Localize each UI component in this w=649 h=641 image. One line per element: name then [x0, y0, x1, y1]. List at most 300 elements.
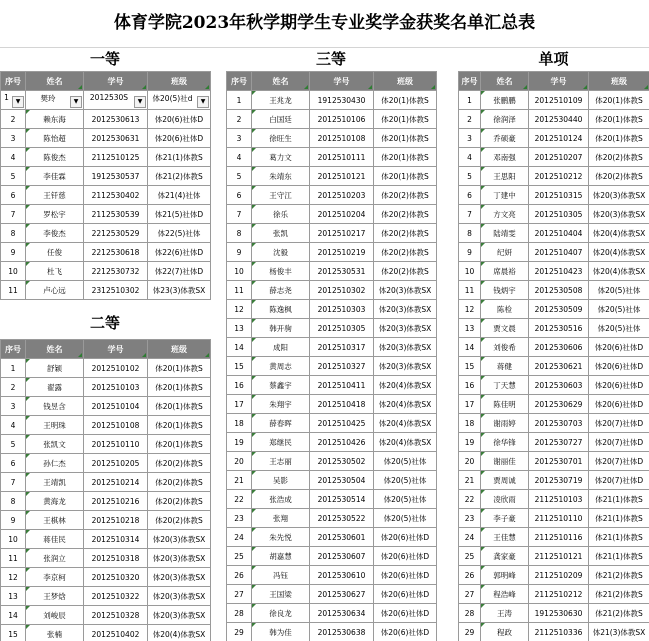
- cell-seq[interactable]: 19: [459, 433, 481, 452]
- cell-seq[interactable]: 15: [1, 625, 26, 641]
- cell-seq[interactable]: 29: [227, 623, 252, 641]
- cell-seq[interactable]: 18: [227, 414, 252, 433]
- cell-name[interactable]: 韩为佳: [252, 623, 310, 641]
- cell-seq[interactable]: 3: [1, 397, 26, 416]
- cell-id[interactable]: 2012510328: [84, 606, 148, 625]
- cell-name[interactable]: 胡嘉慧: [252, 547, 310, 566]
- cell-seq[interactable]: 23: [459, 509, 481, 528]
- cell-id[interactable]: 2012530440: [529, 110, 589, 129]
- cell-class[interactable]: 体20(3)体教SX: [374, 319, 437, 338]
- cell-name[interactable]: 徐良龙: [252, 604, 310, 623]
- cell-class[interactable]: 体21(2)体教S: [148, 167, 211, 186]
- cell-seq[interactable]: 20: [227, 452, 252, 471]
- cell-id[interactable]: 2212530732: [84, 262, 148, 281]
- cell-id[interactable]: 2012530508: [529, 281, 589, 300]
- cell-id[interactable]: 2012510205: [84, 454, 148, 473]
- cell-name[interactable]: 王守江: [252, 186, 310, 205]
- cell-seq[interactable]: 1: [227, 91, 252, 110]
- cell-id[interactable]: 2312510302: [84, 281, 148, 300]
- cell-seq[interactable]: 1: [1, 359, 26, 378]
- cell-name[interactable]: 王佳慧: [481, 528, 529, 547]
- cell-name[interactable]: 吴影: [252, 471, 310, 490]
- cell-name[interactable]: 丁建中: [481, 186, 529, 205]
- cell-seq[interactable]: 15: [459, 357, 481, 376]
- cell-seq[interactable]: 12: [459, 300, 481, 319]
- cell-id[interactable]: 2012530502: [310, 452, 374, 471]
- cell-name[interactable]: 张浩成: [252, 490, 310, 509]
- cell-class[interactable]: 体21(2)体教S: [589, 566, 649, 585]
- cell-name[interactable]: 蒋佳民: [26, 530, 84, 549]
- cell-class[interactable]: 体20(6)社体D: [374, 547, 437, 566]
- cell-class[interactable]: 体20(2)体教S: [148, 511, 211, 530]
- cell-name[interactable]: 朱翔宇: [252, 395, 310, 414]
- cell-name[interactable]: 王涛: [481, 604, 529, 623]
- cell-class[interactable]: 体20(5)社体: [374, 452, 437, 471]
- cell-name[interactable]: 王志丽: [252, 452, 310, 471]
- cell-name[interactable]: 丁天慧: [481, 376, 529, 395]
- cell-seq[interactable]: 3: [227, 129, 252, 148]
- cell-seq[interactable]: 2: [1, 110, 26, 129]
- filter-dropdown-icon[interactable]: ▼: [134, 96, 146, 108]
- cell-id[interactable]: 2012510303: [310, 300, 374, 319]
- cell-seq[interactable]: 16: [227, 376, 252, 395]
- cell-seq[interactable]: 8: [1, 224, 26, 243]
- cell-id[interactable]: 2012510204: [310, 205, 374, 224]
- cell-seq[interactable]: 15: [227, 357, 252, 376]
- cell-id[interactable]: 2012510103: [84, 378, 148, 397]
- cell-name[interactable]: 卢心远: [26, 281, 84, 300]
- cell-class[interactable]: 体20(6)社体D: [374, 528, 437, 547]
- cell-class[interactable]: 体20(6)社体D: [148, 129, 211, 148]
- cell-name[interactable]: 陈怡超: [26, 129, 84, 148]
- cell-id[interactable]: 2012510121: [310, 167, 374, 186]
- cell-name[interactable]: 白国廷: [252, 110, 310, 129]
- cell-id[interactable]: 2012530634: [310, 604, 374, 623]
- cell-name[interactable]: 龚家豪: [481, 547, 529, 566]
- cell-seq[interactable]: 19: [227, 433, 252, 452]
- cell-seq[interactable]: 5: [1, 167, 26, 186]
- cell-class[interactable]: 体20(3)体教SX: [148, 530, 211, 549]
- cell-id[interactable]: 2012530603: [529, 376, 589, 395]
- cell-class[interactable]: 体20(1)体教S: [589, 110, 649, 129]
- cell-class[interactable]: 体20(5)社体: [374, 471, 437, 490]
- cell-seq[interactable]: 26: [459, 566, 481, 585]
- cell-class[interactable]: 体22(6)社体D: [148, 243, 211, 262]
- cell-class[interactable]: 体21(1)体教S: [589, 490, 649, 509]
- cell-class[interactable]: 体20(3)体教SX: [374, 281, 437, 300]
- cell-seq[interactable]: 13: [1, 587, 26, 606]
- cell-name[interactable]: 乔硕豪: [481, 129, 529, 148]
- cell-id[interactable]: 1912530537: [84, 167, 148, 186]
- cell-name[interactable]: 钱昱含: [26, 397, 84, 416]
- cell-seq[interactable]: 10: [1, 262, 26, 281]
- filter-dropdown-icon[interactable]: ▼: [197, 96, 209, 108]
- cell-seq[interactable]: 9: [227, 243, 252, 262]
- cell-id[interactable]: 2112530539: [84, 205, 148, 224]
- cell-class[interactable]: 体21(5)社体D: [148, 205, 211, 224]
- cell-name[interactable]: 钱炳宇: [481, 281, 529, 300]
- cell-name[interactable]: 张楠: [26, 625, 84, 641]
- cell-id[interactable]: 2012510212: [529, 167, 589, 186]
- cell-class[interactable]: 体20(7)社体D: [589, 471, 649, 490]
- cell-class[interactable]: 体20(6)社体D: [148, 110, 211, 129]
- cell-id[interactable]: 2012510320: [84, 568, 148, 587]
- cell-class[interactable]: 体20(2)体教S: [374, 262, 437, 281]
- cell-id[interactable]: 2012510315: [529, 186, 589, 205]
- cell-class[interactable]: 体20(5)社体: [589, 319, 649, 338]
- cell-seq[interactable]: 10: [459, 262, 481, 281]
- cell-name[interactable]: 成阳: [252, 338, 310, 357]
- cell-class[interactable]: 体22(7)社体D: [148, 262, 211, 281]
- cell-id[interactable]: 2012510219: [310, 243, 374, 262]
- cell-id[interactable]: 2012530610: [310, 566, 374, 585]
- cell-name[interactable]: 郑继民: [252, 433, 310, 452]
- cell-seq[interactable]: 8: [459, 224, 481, 243]
- cell-id[interactable]: 2012510110: [84, 435, 148, 454]
- cell-name[interactable]: 程政: [481, 623, 529, 641]
- cell-class[interactable]: 体20(1)体教S: [589, 129, 649, 148]
- cell-id[interactable]: 1912530630: [529, 604, 589, 623]
- cell-id[interactable]: 2012510305: [310, 319, 374, 338]
- cell-class[interactable]: 体20(5)社体: [374, 509, 437, 528]
- cell-seq[interactable]: 11: [1, 281, 26, 300]
- cell-seq[interactable]: 25: [459, 547, 481, 566]
- cell-seq[interactable]: 13: [227, 319, 252, 338]
- cell-class[interactable]: 体20(1)体教S: [148, 378, 211, 397]
- cell-seq[interactable]: 14: [1, 606, 26, 625]
- cell-class[interactable]: 体20(6)社体D: [374, 585, 437, 604]
- cell-name[interactable]: 王钎慈: [26, 186, 84, 205]
- cell-id[interactable]: 2012510318: [84, 549, 148, 568]
- cell-name[interactable]: 王兆龙: [252, 91, 310, 110]
- cell-class[interactable]: 体20(2)体教S: [374, 224, 437, 243]
- cell-class[interactable]: 体20(2)体教S: [374, 205, 437, 224]
- cell-id[interactable]: 2012510305: [529, 205, 589, 224]
- cell-name[interactable]: 徐华锋: [481, 433, 529, 452]
- cell-id[interactable]: 2112510209: [529, 566, 589, 585]
- cell-seq[interactable]: 28: [227, 604, 252, 623]
- cell-name[interactable]: 郭明峰: [481, 566, 529, 585]
- cell-seq[interactable]: 20: [459, 452, 481, 471]
- cell-name[interactable]: 翟露: [26, 378, 84, 397]
- cell-name[interactable]: 谢雨婷: [481, 414, 529, 433]
- cell-name[interactable]: 徐乐: [252, 205, 310, 224]
- cell-class[interactable]: 体22(5)社体: [148, 224, 211, 243]
- cell-class[interactable]: 体20(7)社体D: [589, 452, 649, 471]
- cell-id[interactable]: 2012530719: [529, 471, 589, 490]
- cell-id[interactable]: 2012530629: [529, 395, 589, 414]
- cell-class[interactable]: 体20(4)体教SX: [589, 224, 649, 243]
- cell-id[interactable]: 2012510425: [310, 414, 374, 433]
- cell-class[interactable]: 体20(5)社体: [589, 281, 649, 300]
- cell-name[interactable]: 黄海龙: [26, 492, 84, 511]
- cell-name[interactable]: 席晨裕: [481, 262, 529, 281]
- cell-name[interactable]: 杨俊丰: [252, 262, 310, 281]
- cell-id[interactable]: 2012510317: [310, 338, 374, 357]
- cell-class[interactable]: 体20(1)体教S: [374, 167, 437, 186]
- cell-seq[interactable]: 7: [1, 205, 26, 224]
- cell-class[interactable]: 体20(6)社体D: [374, 604, 437, 623]
- cell-name[interactable]: 罗松宇: [26, 205, 84, 224]
- cell-seq[interactable]: 2: [459, 110, 481, 129]
- cell-name[interactable]: 任俊: [26, 243, 84, 262]
- cell-seq[interactable]: 21: [227, 471, 252, 490]
- cell-name[interactable]: 贾文晨: [481, 319, 529, 338]
- cell-id[interactable]: 2012510407: [529, 243, 589, 262]
- cell-seq[interactable]: 6: [227, 186, 252, 205]
- cell-seq[interactable]: 11: [459, 281, 481, 300]
- cell-class[interactable]: 体20(3)体教SX: [148, 549, 211, 568]
- cell-seq[interactable]: 12: [1, 568, 26, 587]
- cell-class[interactable]: 体20(2)体教S: [589, 148, 649, 167]
- cell-class[interactable]: 体20(4)体教SX: [374, 433, 437, 452]
- cell-name[interactable]: 凌欣雨: [481, 490, 529, 509]
- cell-class[interactable]: 体20(2)体教S: [148, 473, 211, 492]
- cell-name[interactable]: 陆靖雯: [481, 224, 529, 243]
- cell-id[interactable]: 2012510322: [84, 587, 148, 606]
- cell-seq[interactable]: 9: [1, 511, 26, 530]
- cell-seq[interactable]: 11: [227, 281, 252, 300]
- cell-class[interactable]: 体21(2)体教S: [589, 585, 649, 604]
- cell-seq[interactable]: 18: [459, 414, 481, 433]
- filter-cell-id[interactable]: [84, 91, 148, 110]
- cell-class[interactable]: 体20(2)体教S: [148, 454, 211, 473]
- cell-class[interactable]: 体20(1)体教S: [374, 110, 437, 129]
- cell-name[interactable]: 赖东海: [26, 110, 84, 129]
- cell-name[interactable]: 邓南强: [481, 148, 529, 167]
- cell-seq[interactable]: 28: [459, 604, 481, 623]
- cell-name[interactable]: 徐润泽: [481, 110, 529, 129]
- cell-class[interactable]: 体20(2)体教S: [589, 167, 649, 186]
- cell-name[interactable]: 葛力文: [252, 148, 310, 167]
- cell-seq[interactable]: 2: [1, 378, 26, 397]
- cell-class[interactable]: 体20(3)体教SX: [148, 568, 211, 587]
- cell-class[interactable]: 体20(4)体教SX: [374, 376, 437, 395]
- cell-id[interactable]: 2012510426: [310, 433, 374, 452]
- cell-seq[interactable]: 6: [1, 454, 26, 473]
- cell-seq[interactable]: 4: [1, 148, 26, 167]
- cell-class[interactable]: 体20(1)体教S: [148, 397, 211, 416]
- cell-class[interactable]: 体20(4)体教SX: [374, 395, 437, 414]
- cell-seq[interactable]: 17: [459, 395, 481, 414]
- cell-name[interactable]: 蔡鑫宇: [252, 376, 310, 395]
- cell-id[interactable]: 2012510124: [529, 129, 589, 148]
- cell-name[interactable]: 薛春晖: [252, 414, 310, 433]
- cell-seq[interactable]: 27: [459, 585, 481, 604]
- cell-name[interactable]: 舒颖: [26, 359, 84, 378]
- cell-name[interactable]: 李佳霖: [26, 167, 84, 186]
- cell-name[interactable]: 张凯: [252, 224, 310, 243]
- cell-class[interactable]: 体21(1)体教S: [148, 148, 211, 167]
- cell-seq[interactable]: 5: [227, 167, 252, 186]
- cell-name[interactable]: 王棋林: [26, 511, 84, 530]
- cell-id[interactable]: 2012530638: [310, 623, 374, 641]
- cell-id[interactable]: 2012510302: [310, 281, 374, 300]
- cell-class[interactable]: 体23(3)体教SX: [148, 281, 211, 300]
- cell-id[interactable]: 2012530514: [310, 490, 374, 509]
- cell-name[interactable]: 孙仁杰: [26, 454, 84, 473]
- cell-seq[interactable]: 5: [1, 435, 26, 454]
- cell-class[interactable]: 体20(6)社体D: [374, 623, 437, 641]
- cell-id[interactable]: 2012530516: [529, 319, 589, 338]
- cell-class[interactable]: 体20(7)社体D: [589, 414, 649, 433]
- cell-id[interactable]: 2012510327: [310, 357, 374, 376]
- cell-id[interactable]: 2012530509: [529, 300, 589, 319]
- filter-dropdown-icon[interactable]: ▼: [12, 96, 24, 108]
- cell-seq[interactable]: 4: [459, 148, 481, 167]
- cell-class[interactable]: 体20(2)体教S: [148, 492, 211, 511]
- cell-class[interactable]: 体20(1)体教S: [148, 435, 211, 454]
- cell-class[interactable]: 体20(4)体教SX: [589, 243, 649, 262]
- cell-id[interactable]: 2112510336: [529, 623, 589, 641]
- cell-name[interactable]: 王梦焓: [26, 587, 84, 606]
- cell-class[interactable]: 体20(3)体教SX: [374, 338, 437, 357]
- cell-seq[interactable]: 8: [227, 224, 252, 243]
- cell-name[interactable]: 贾周诚: [481, 471, 529, 490]
- cell-class[interactable]: 体20(3)体教SX: [589, 186, 649, 205]
- cell-seq[interactable]: 21: [459, 471, 481, 490]
- cell-name[interactable]: 李俊杰: [26, 224, 84, 243]
- cell-seq[interactable]: 24: [227, 528, 252, 547]
- cell-name[interactable]: 陈逸枫: [252, 300, 310, 319]
- cell-class[interactable]: 体21(1)体教S: [589, 528, 649, 547]
- cell-seq[interactable]: 8: [1, 492, 26, 511]
- cell-name[interactable]: 张润立: [26, 549, 84, 568]
- cell-seq[interactable]: 26: [227, 566, 252, 585]
- cell-id[interactable]: 2012530627: [310, 585, 374, 604]
- filter-dropdown-icon[interactable]: ▼: [70, 96, 82, 108]
- cell-name[interactable]: 刘峻辰: [26, 606, 84, 625]
- cell-class[interactable]: 体20(4)体教SX: [589, 262, 649, 281]
- cell-id[interactable]: 2012530613: [84, 110, 148, 129]
- cell-id[interactable]: 2012510404: [529, 224, 589, 243]
- cell-seq[interactable]: 3: [459, 129, 481, 148]
- filter-cell-seq[interactable]: [1, 91, 26, 110]
- cell-name[interactable]: 韩开驹: [252, 319, 310, 338]
- cell-seq[interactable]: 7: [459, 205, 481, 224]
- cell-seq[interactable]: 3: [1, 129, 26, 148]
- cell-name[interactable]: 蒋健: [481, 357, 529, 376]
- cell-name[interactable]: 纪妍: [481, 243, 529, 262]
- cell-seq[interactable]: 9: [1, 243, 26, 262]
- cell-seq[interactable]: 7: [1, 473, 26, 492]
- cell-seq[interactable]: 11: [1, 549, 26, 568]
- cell-class[interactable]: 体20(2)体教S: [374, 243, 437, 262]
- cell-id[interactable]: 2012530607: [310, 547, 374, 566]
- cell-id[interactable]: 2012510402: [84, 625, 148, 641]
- cell-name[interactable]: 张翔: [252, 509, 310, 528]
- cell-id[interactable]: 2112510110: [529, 509, 589, 528]
- cell-name[interactable]: 李子豪: [481, 509, 529, 528]
- cell-class[interactable]: 体20(5)社体: [374, 490, 437, 509]
- cell-name[interactable]: 陈佳明: [481, 395, 529, 414]
- cell-name[interactable]: 李京柯: [26, 568, 84, 587]
- cell-name[interactable]: 张鹏鹏: [481, 91, 529, 110]
- cell-seq[interactable]: 22: [227, 490, 252, 509]
- cell-name[interactable]: 谢丽佳: [481, 452, 529, 471]
- cell-id[interactable]: 2012530601: [310, 528, 374, 547]
- cell-seq[interactable]: 14: [459, 338, 481, 357]
- cell-id[interactable]: 2112510121: [529, 547, 589, 566]
- cell-class[interactable]: 体20(6)社体D: [589, 357, 649, 376]
- cell-seq[interactable]: 22: [459, 490, 481, 509]
- cell-name[interactable]: 薛志尧: [252, 281, 310, 300]
- cell-class[interactable]: 体21(1)体教S: [589, 547, 649, 566]
- cell-id[interactable]: 2012530621: [529, 357, 589, 376]
- cell-id[interactable]: 2012530631: [84, 129, 148, 148]
- cell-id[interactable]: 2012510111: [310, 148, 374, 167]
- cell-seq[interactable]: 13: [459, 319, 481, 338]
- cell-seq[interactable]: 27: [227, 585, 252, 604]
- cell-class[interactable]: 体20(6)社体D: [589, 338, 649, 357]
- cell-id[interactable]: 2212530618: [84, 243, 148, 262]
- cell-id[interactable]: 2012530522: [310, 509, 374, 528]
- cell-name[interactable]: 朱靖东: [252, 167, 310, 186]
- cell-class[interactable]: 体20(6)社体D: [589, 376, 649, 395]
- cell-class[interactable]: 体20(1)体教S: [374, 129, 437, 148]
- cell-id[interactable]: 2012510418: [310, 395, 374, 414]
- cell-name[interactable]: 王国梁: [252, 585, 310, 604]
- cell-name[interactable]: 王思阳: [481, 167, 529, 186]
- cell-seq[interactable]: 6: [459, 186, 481, 205]
- cell-id[interactable]: 2012510217: [310, 224, 374, 243]
- cell-seq[interactable]: 9: [459, 243, 481, 262]
- cell-id[interactable]: 2012510411: [310, 376, 374, 395]
- cell-class[interactable]: 体21(2)体教S: [589, 604, 649, 623]
- cell-class[interactable]: 体20(6)社体D: [374, 566, 437, 585]
- cell-seq[interactable]: 5: [459, 167, 481, 186]
- cell-id[interactable]: 2012530701: [529, 452, 589, 471]
- cell-class[interactable]: 体21(3)体教SX: [589, 623, 649, 641]
- cell-seq[interactable]: 7: [227, 205, 252, 224]
- cell-seq[interactable]: 16: [459, 376, 481, 395]
- cell-class[interactable]: 体21(1)体教S: [589, 509, 649, 528]
- cell-name[interactable]: 陈检: [481, 300, 529, 319]
- cell-class[interactable]: 体20(1)体教S: [148, 416, 211, 435]
- cell-class[interactable]: 体20(1)体教S: [589, 91, 649, 110]
- cell-id[interactable]: 2012530703: [529, 414, 589, 433]
- cell-name[interactable]: 朱先悦: [252, 528, 310, 547]
- cell-id[interactable]: 2112510116: [529, 528, 589, 547]
- cell-id[interactable]: 2012510214: [84, 473, 148, 492]
- cell-seq[interactable]: 1: [459, 91, 481, 110]
- cell-id[interactable]: 2012510207: [529, 148, 589, 167]
- cell-name[interactable]: 王明珠: [26, 416, 84, 435]
- cell-name[interactable]: 徐旺生: [252, 129, 310, 148]
- cell-seq[interactable]: 29: [459, 623, 481, 641]
- cell-id[interactable]: 1912530430: [310, 91, 374, 110]
- cell-class[interactable]: 体20(3)体教SX: [589, 205, 649, 224]
- cell-seq[interactable]: 17: [227, 395, 252, 414]
- cell-name[interactable]: 方文亮: [481, 205, 529, 224]
- cell-seq[interactable]: 6: [1, 186, 26, 205]
- cell-name[interactable]: 沈毅: [252, 243, 310, 262]
- cell-name[interactable]: 黄周志: [252, 357, 310, 376]
- filter-cell-class[interactable]: [148, 91, 211, 110]
- cell-class[interactable]: 体20(2)体教S: [374, 186, 437, 205]
- cell-seq[interactable]: 25: [227, 547, 252, 566]
- cell-name[interactable]: 杜飞: [26, 262, 84, 281]
- cell-id[interactable]: 2012510102: [84, 359, 148, 378]
- cell-id[interactable]: 2012510423: [529, 262, 589, 281]
- cell-id[interactable]: 2012530727: [529, 433, 589, 452]
- cell-seq[interactable]: 2: [227, 110, 252, 129]
- cell-class[interactable]: 体20(3)体教SX: [148, 587, 211, 606]
- cell-id[interactable]: 2012510106: [310, 110, 374, 129]
- cell-id[interactable]: 2012530606: [529, 338, 589, 357]
- cell-id[interactable]: 2012530504: [310, 471, 374, 490]
- cell-id[interactable]: 2012510104: [84, 397, 148, 416]
